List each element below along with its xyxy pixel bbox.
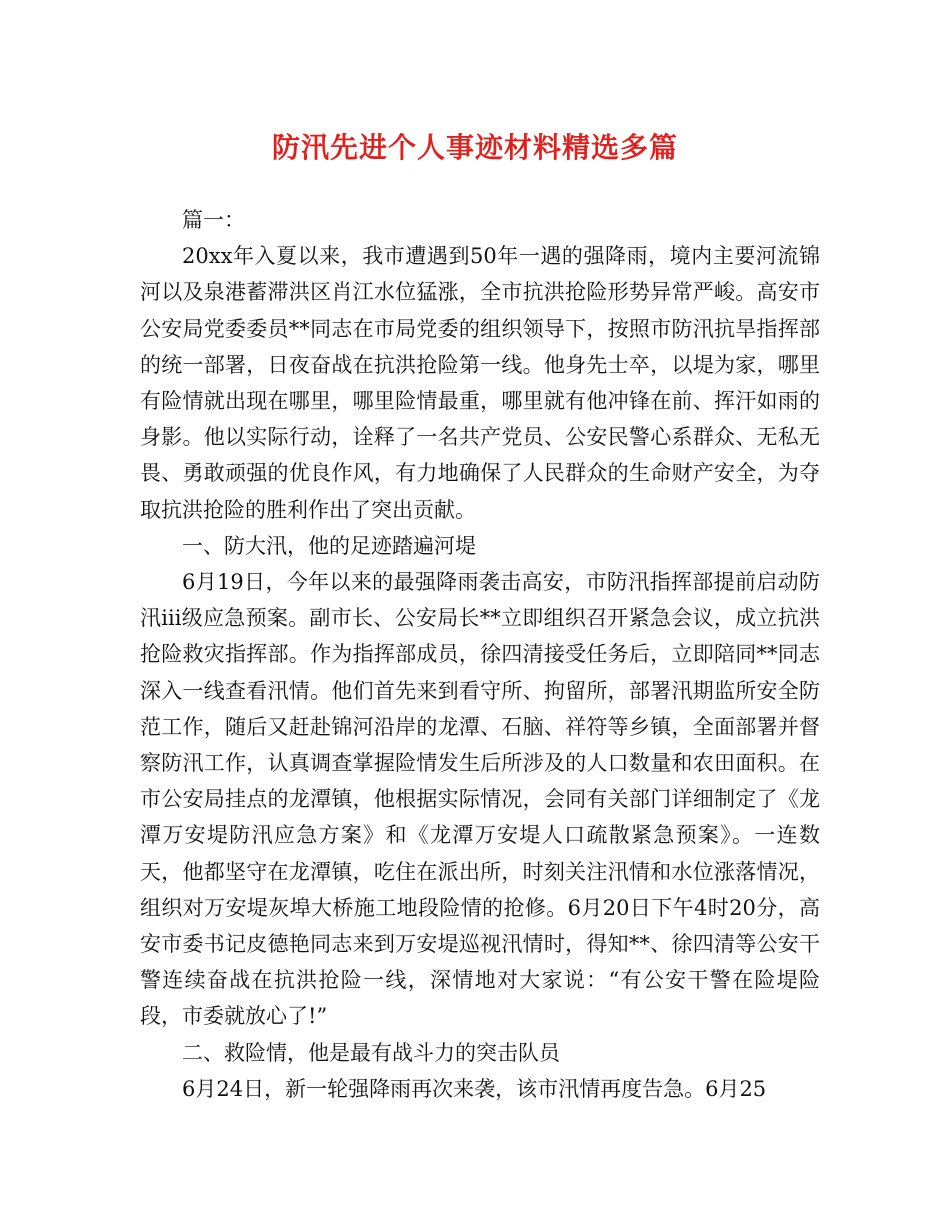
paragraph-intro: 20xx年入夏以来，我市遭遇到50年一遇的强降雨，境内主要河流锦河以及泉港蓄滞洪区肖江水位猛涨，全市抗洪抢险形势异常严峻。高安市公安局党委委员**同志在市局党委的组织领导下，按照市防汛抗旱指挥部的统一部署，日夜奋战在抗洪抢险第一线。他身先士卒，以堤为家，哪里有险情就出现在哪里，哪里险情最重，哪里就有他冲锋在前、挥汗如雨的身影。他以实际行动，诠释了一名共产党员、公安民警心系群众、无私无畏、勇敢顽强的优良作风，有力地确保了人民群众的生命财产安全，为夺取抗洪抢险的胜利作出了突出贡献。 [140,244,820,522]
heading-section-one: 一、防大汛，他的足迹踏遍河堤 [182,533,476,558]
paragraph-section-two: 6月24日，新一轮强降雨再次来袭，该市汛情再度告急。6月25 [182,1076,767,1101]
paragraph-section-one: 6月19日，今年以来的最强降雨袭击高安，市防汛指挥部提前启动防汛iii级应急预案。副市长、公安局长**立即组织召开紧急会议，成立抗洪抢险救灾指挥部。作为指挥部成员，徐四清接受任务后，立即陪同**同志深入一线查看汛情。他们首先来到看守所、拘留所，部署汛期监所安全防范工作，随后又赶赴锦河沿岸的龙潭、石脑、祥符等乡镇，全面部署并督察防汛工作，认真调查掌握险情发生后所涉及的人口数量和农田面积。在市公安局挂点的龙潭镇，他根据实际情况，会同有关部门详细制定了《龙潭万安堤防汛应急方案》和《龙潭万安堤人口疏散紧急预案》。一连数天，他都坚守在龙潭镇，吃住在派出所，时刻关注汛情和水位涨落情况，组织对万安堤灰埠大桥施工地段险情的抢修。6月20日下午4时20分，高安市委书记皮德艳同志来到万安堤巡视汛情时，得知**、徐四清等公安干警连续奋战在抗洪抢险一线，深情地对大家说：“有公安干警在险堤险段，市委就放心了!” [140,570,820,1029]
document-body [140,202,820,1107]
paragraph-section-label: 篇一： [182,208,245,232]
document-title: 防汛先进个人事迹材料精选多篇 [271,131,678,164]
heading-section-two: 二、救险情，他是最有战斗力的突击队员 [182,1040,560,1065]
